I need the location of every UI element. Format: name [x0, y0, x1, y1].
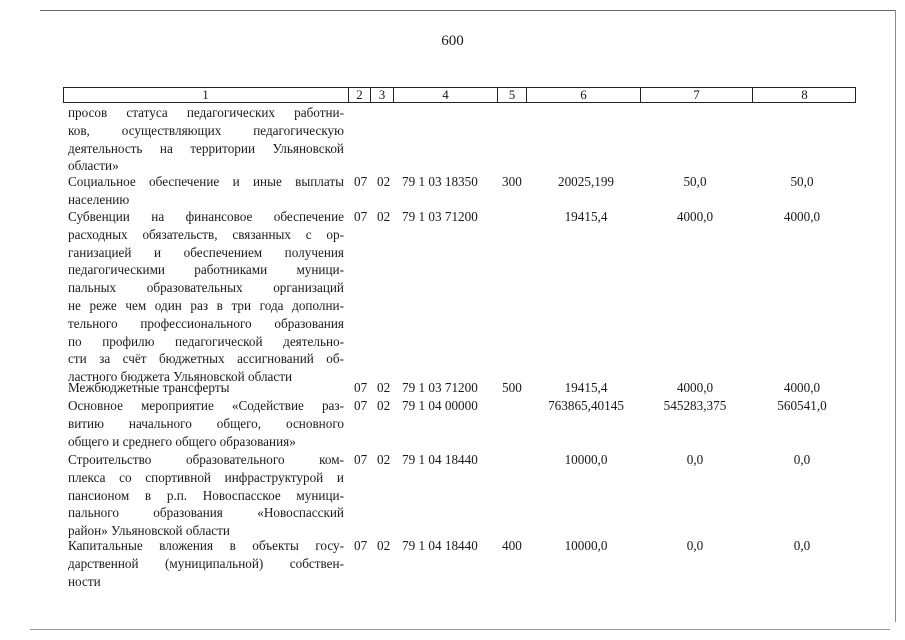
description-line: ности [68, 573, 101, 589]
amount-col-6: 10000,0 [564, 538, 608, 553]
subsection-code: 02 [377, 452, 391, 467]
description-line: ганизацией и обеспечением получения [68, 244, 344, 260]
page-number: 600 [441, 33, 464, 49]
target-article-code: 79 1 04 00000 [402, 398, 478, 413]
description-line: ков, осуществляющих педагогическую [68, 122, 344, 138]
subsection-code: 02 [377, 398, 391, 413]
row-description [68, 537, 344, 590]
target-article-code: 79 1 04 18440 [402, 452, 478, 467]
amount-col-8: 4000,0 [783, 380, 821, 395]
table-header-row [63, 87, 856, 103]
description-line: Строительство образовательного ком- [68, 452, 344, 467]
section-code: 07 [354, 452, 368, 467]
description-line: расходных обязательств, связанных с ор- [68, 226, 344, 242]
description-line: деятельность на территории Ульяновской [68, 140, 344, 156]
row-description [68, 104, 344, 175]
section-code: 07 [354, 538, 368, 553]
header-cell-3: 3 [370, 88, 393, 102]
amount-col-7: 50,0 [683, 174, 707, 189]
header-cell-1: 1 [202, 87, 209, 102]
description-line: просов статуса педагогических работни- [68, 105, 344, 120]
amount-col-6: 10000,0 [564, 452, 608, 467]
amount-col-7: 4000,0 [676, 209, 714, 224]
description-line: Социальное обеспечение и иные выплаты [68, 174, 344, 189]
description-line: общего и среднего общего образования» [68, 433, 296, 449]
description-line: Межбюджетные трансферты [68, 380, 230, 395]
page-border-right [895, 10, 896, 622]
page-border-bottom [30, 629, 890, 630]
target-article-code: 79 1 04 18440 [402, 538, 478, 553]
description-line: педагогическими работниками муници- [68, 262, 344, 278]
description-line: не реже чем один раз в три года дополни- [68, 297, 344, 313]
subsection-code: 02 [377, 174, 391, 189]
expense-type-code: 300 [502, 174, 522, 189]
row-description [68, 208, 344, 386]
header-cell-8: 8 [752, 88, 856, 102]
amount-col-8: 0,0 [793, 452, 811, 467]
description-line: ластного бюджета Ульяновской области [68, 369, 293, 385]
description-line: тельного профессионального образования [68, 315, 344, 331]
section-code: 07 [354, 380, 368, 395]
amount-col-6: 19415,4 [564, 380, 608, 395]
description-line: плекса со спортивной инфраструктурой и [68, 469, 344, 485]
header-cell-4: 4 [393, 88, 497, 102]
amount-col-8: 560541,0 [777, 398, 827, 413]
subsection-code: 02 [377, 380, 391, 395]
page-border-top [40, 10, 895, 11]
row-description [68, 173, 344, 209]
description-line: пальных образовательных организаций [68, 280, 344, 296]
description-line: район» Ульяновской области [68, 523, 230, 539]
amount-col-7: 4000,0 [676, 380, 714, 395]
description-line: Основное мероприятие «Содействие раз- [68, 398, 344, 413]
amount-col-8: 50,0 [790, 174, 814, 189]
amount-col-6: 20025,199 [557, 174, 615, 189]
amount-col-6: 19415,4 [564, 209, 608, 224]
target-article-code: 79 1 03 71200 [402, 380, 478, 395]
description-line: витию начального общего, основного [68, 415, 344, 431]
section-code: 07 [354, 209, 368, 224]
expense-type-code: 400 [502, 538, 522, 553]
header-cell-5: 5 [497, 88, 526, 102]
description-line: населению [68, 191, 130, 207]
subsection-code: 02 [377, 538, 391, 553]
description-line: пального образования «Новоспасский [68, 505, 344, 521]
header-cell-2: 2 [348, 88, 370, 102]
header-cell-6: 6 [526, 88, 640, 102]
expense-type-code: 500 [502, 380, 522, 395]
section-code: 07 [354, 398, 368, 413]
description-line: пансионом в р.п. Новоспасское муници- [68, 487, 344, 503]
target-article-code: 79 1 03 18350 [402, 174, 478, 189]
amount-col-6: 763865,40145 [548, 398, 624, 413]
subsection-code: 02 [377, 209, 391, 224]
row-description [68, 451, 344, 540]
description-line: Капитальные вложения в объекты госу- [68, 538, 344, 553]
description-line: дарственной (муниципальной) собствен- [68, 555, 344, 571]
amount-col-8: 0,0 [793, 538, 811, 553]
amount-col-8: 4000,0 [783, 209, 821, 224]
amount-col-7: 0,0 [686, 452, 704, 467]
row-description [68, 379, 344, 397]
amount-col-7: 0,0 [686, 538, 704, 553]
description-line: по профилю педагогической деятельно- [68, 333, 344, 349]
row-description [68, 397, 344, 450]
description-line: Субвенции на финансовое обеспечение [68, 209, 344, 224]
amount-col-7: 545283,375 [663, 398, 727, 413]
description-line: области» [68, 158, 119, 174]
description-line: сти за счёт бюджетных ассигнований об- [68, 351, 344, 367]
header-cell-7: 7 [640, 88, 752, 102]
section-code: 07 [354, 174, 368, 189]
target-article-code: 79 1 03 71200 [402, 209, 478, 224]
